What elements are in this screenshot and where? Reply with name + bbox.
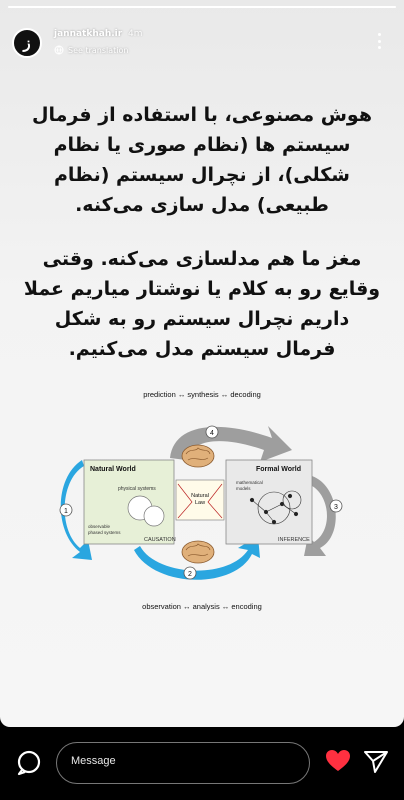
step-3-label: 3	[334, 504, 338, 511]
see-translation-link[interactable]	[54, 45, 128, 55]
step-4-label: 4	[210, 430, 214, 437]
natural-law-label-1: Natural	[191, 493, 209, 499]
story-text-paragraph-2: مغز ما هم مدلسازی می‌کنه. وقتی وقایع رو به کلام یا نوشتار میاریم عملا داریم نچرال سیستم رو به شکل فرمال سیستم مدل می‌کنیم.	[23, 248, 381, 360]
heart-icon[interactable]	[324, 747, 352, 775]
step-1-label: 1	[64, 508, 68, 515]
observable-label-1: observable	[88, 524, 111, 529]
message-placeholder: Message	[71, 755, 116, 767]
story-progress-fill	[8, 6, 396, 8]
observable-label-2: phased systems	[88, 530, 121, 535]
modeling-diagram-svg	[52, 380, 352, 620]
math-models-label-1: mathematical	[236, 480, 263, 485]
time-ago: 4m	[128, 29, 143, 39]
math-models-label-2: models	[236, 486, 251, 491]
avatar[interactable]	[12, 28, 42, 58]
diagram-bottom-caption: observation ↔ analysis ↔ encoding	[142, 602, 262, 611]
modeling-diagram	[52, 380, 352, 620]
brain-bottom-icon	[182, 541, 214, 563]
story-progress-bar	[8, 6, 396, 8]
camera-icon[interactable]	[14, 747, 44, 777]
formal-world-title: Formal World	[256, 466, 301, 473]
step-2-label: 2	[188, 571, 192, 578]
translate-icon	[54, 45, 64, 55]
username[interactable]: jannatkhah.ir	[54, 29, 123, 39]
causation-label: CAUSATION	[144, 537, 176, 543]
story-text-paragraph-1: هوش مصنوعی، با استفاده از فرمال سیستم ها (نظام صوری یا نظام شکلی)، از نچرال سیستم (نظام طبیعی) مدل سازی می‌کنه.	[31, 104, 373, 216]
see-translation-label: See translation	[68, 45, 129, 55]
diagram-top-caption: prediction ↔ synthesis ↔ decoding	[143, 390, 261, 399]
story-header	[12, 26, 392, 62]
natural-law-label-2: Law	[194, 500, 206, 506]
physical-systems-label: physical systems	[118, 486, 156, 492]
more-options-icon[interactable]	[372, 30, 386, 52]
physical-system-circle-2	[144, 506, 164, 526]
avatar-letter: ز	[23, 34, 31, 52]
send-icon[interactable]	[362, 747, 390, 775]
natural-world-title: Natural World	[90, 466, 136, 473]
bottom-reply-bar	[0, 727, 404, 800]
message-input[interactable]	[56, 742, 310, 784]
inference-label: INFERENCE	[278, 537, 310, 543]
brain-top-icon	[182, 445, 214, 467]
